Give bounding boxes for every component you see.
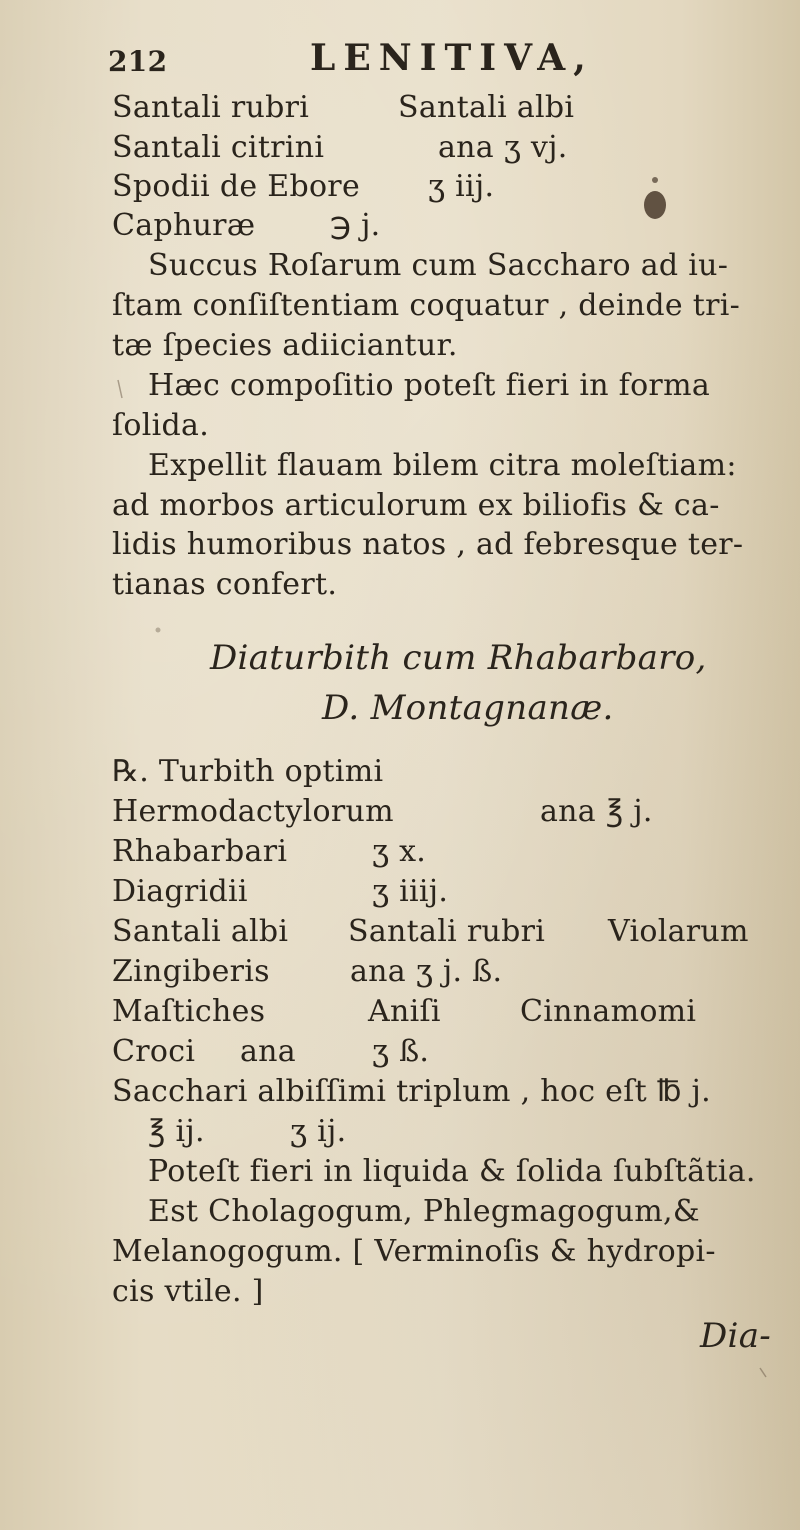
recipe-line: Est Cholagogum, Phlegmagogum,& <box>148 1194 700 1229</box>
ink-blot <box>644 191 666 219</box>
pencil-mark <box>118 380 122 398</box>
text-line: tæ ſpecies adiiciantur. <box>112 328 458 363</box>
recipe-line: Hermodactylorum <box>112 794 394 829</box>
recipe-line: Poteſt fieri in liquida & ſolida ſubſtãtia. <box>148 1154 756 1189</box>
text-line: Santali albi <box>398 90 575 125</box>
text-line: ℈ j. <box>330 208 381 243</box>
recipe-line: Aniſi <box>368 994 441 1029</box>
text-line: ana ʒ vj. <box>438 130 568 165</box>
recipe-line: ʒ ij. <box>290 1114 347 1149</box>
recipe-line: Cinnamomi <box>520 994 697 1029</box>
text-line: lidis humoribus natos , ad febresque ter- <box>112 527 744 562</box>
recipe-line: Melanogogum. [ Verminoſis & hydropi- <box>112 1234 716 1269</box>
text-line: Hæc compoſitio poteſt fieri in forma <box>148 368 711 403</box>
page-number: 212 <box>108 45 168 78</box>
recipe-line: ana <box>240 1034 296 1069</box>
text-line: ad morbos articulorum ex biliofis & ca- <box>112 488 720 523</box>
recipe-line: Sacchari albiſſimi triplum , hoc eſt ℔ j. <box>112 1074 711 1109</box>
recipe-line: Rhabarbari <box>112 834 288 869</box>
recipe-line: ℞. Turbith optimi <box>112 754 384 789</box>
recipe-line: ʒ x. <box>372 834 427 869</box>
recipe-heading: Diaturbith cum Rhabarbaro, <box>210 638 707 678</box>
catchword: Dia- <box>700 1316 772 1356</box>
text-line: Succus Roſarum cum Saccharo ad iu- <box>148 248 729 283</box>
recipe-line: Santali albi <box>112 914 289 949</box>
pencil-mark <box>760 1368 766 1377</box>
text-line: Santali rubri <box>112 90 310 125</box>
recipe-line: ʒ iiij. <box>372 874 449 909</box>
recipe-line: Santali rubri <box>348 914 546 949</box>
text-line: Caphuræ <box>112 208 256 243</box>
text-line: Santali citrini <box>112 130 325 165</box>
ink-speck <box>652 177 658 183</box>
recipe-line: ana ℥ j. <box>540 794 653 829</box>
text-line: ʒ iij. <box>428 169 495 204</box>
text-line: ſolida. <box>112 408 210 443</box>
recipe-line: Maſtiches <box>112 994 266 1029</box>
recipe-line: Croci <box>112 1034 196 1069</box>
recipe-line: cis vtile. ] <box>112 1274 264 1309</box>
recipe-line: ana ʒ j. ß. <box>350 954 503 989</box>
running-title: LENITIVA, <box>310 37 594 79</box>
recipe-line: ʒ ß. <box>372 1034 430 1069</box>
text-line: Spodii de Ebore <box>112 169 361 204</box>
recipe-line: Zingiberis <box>112 954 270 989</box>
recipe-line: ℥ ij. <box>148 1114 205 1149</box>
text-line: ſtam conſiſtentiam coquatur , deinde tri- <box>112 288 741 323</box>
ink-speck <box>156 628 161 633</box>
recipe-heading-author: D. Montagnanæ. <box>322 688 614 728</box>
recipe-line: Diagridii <box>112 874 248 909</box>
recipe-line: Violarum <box>608 914 749 949</box>
text-line: tianas confert. <box>112 567 338 602</box>
text-line: Expellit flauam bilem citra moleſtiam: <box>148 448 737 483</box>
